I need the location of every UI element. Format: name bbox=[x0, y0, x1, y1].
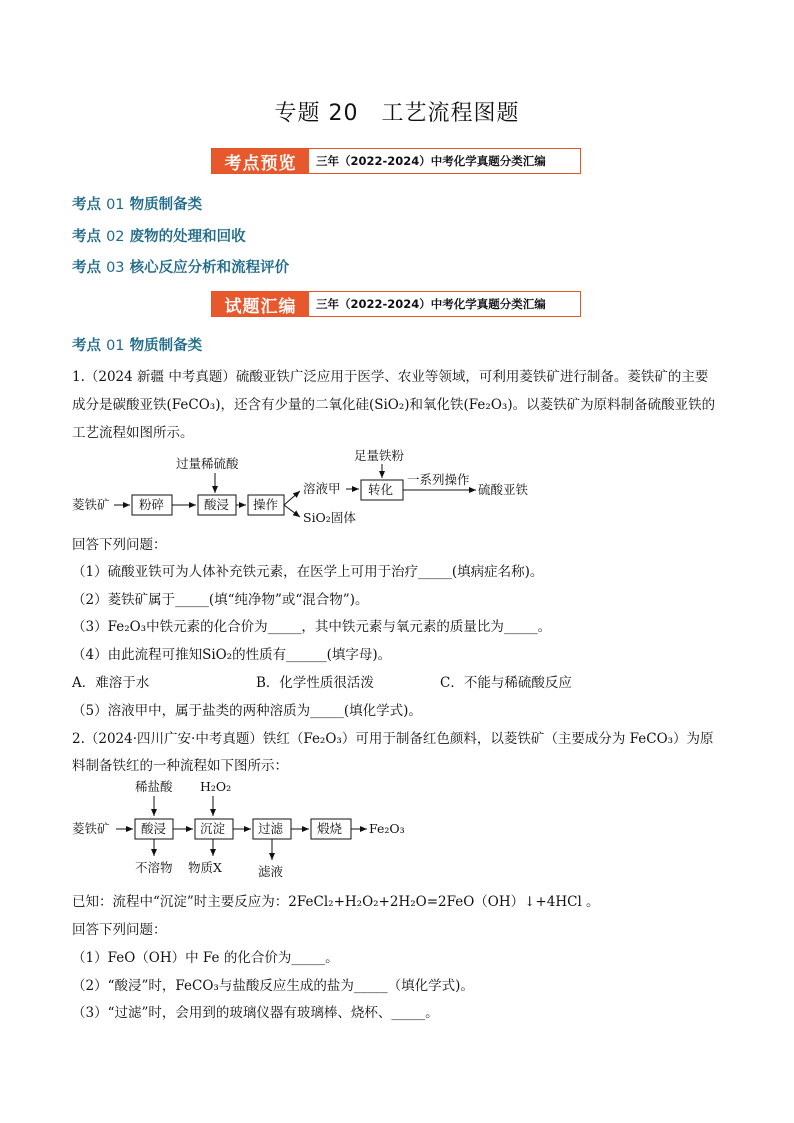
toc-name: 核心反应分析和流程评价 bbox=[129, 260, 290, 276]
q1-stem-line1: 1.（2024 新疆 中考真题）硫酸亚铁广泛应用于医学、农业等领域，可利用菱铁矿进行制备。菱铁矿的主要 bbox=[72, 369, 709, 385]
toc-num: 03 bbox=[106, 260, 125, 276]
q2-stem-line1: 2.（2024·四川广安·中考真题）铁红（Fe₂O₃）可用于制备红色颜料，以菱铁矿（主要成分为 FeCO₃）为原 bbox=[72, 731, 714, 747]
q2-sub3: （3）“过滤”时，会用到的玻璃仪器有玻璃棒、烧杯、_____。 bbox=[72, 1005, 439, 1021]
q2-sub2: （2）“酸浸”时，FeCO₃与盐酸反应生成的盐为_____（填化学式)。 bbox=[72, 978, 474, 994]
banner-subtitle: 三年（2022-2024）中考化学真题分类汇编 bbox=[316, 154, 546, 168]
q2-answer-intro: 回答下列问题： bbox=[72, 922, 167, 938]
q1-option-b[interactable]: B．化学性质很活泼 bbox=[256, 675, 374, 691]
flow-step2: 酸浸 bbox=[204, 497, 230, 512]
flow2-substance-x: 物质X bbox=[188, 860, 222, 875]
banner-tag: 考点预览 bbox=[212, 149, 309, 173]
flow-step4: 转化 bbox=[368, 482, 394, 497]
toc-name: 废物的处理和回收 bbox=[129, 229, 246, 245]
flow-step3: 操作 bbox=[253, 497, 279, 512]
toc-prefix: 考点 bbox=[72, 229, 101, 245]
q1-stem-line2: 成分是碳酸亚铁(FeCO₃)，还含有少量的二氧化硅(SiO₂)和氧化铁(Fe₂O₃)。以菱铁矿为原料制备硫酸亚铁的 bbox=[72, 397, 716, 413]
toc-item-1[interactable] bbox=[72, 193, 202, 214]
flow2-h2o2-input: H₂O₂ bbox=[200, 779, 232, 794]
q1-option-c[interactable]: C．不能与稀硫酸反应 bbox=[440, 675, 572, 691]
section-prefix: 考点 bbox=[72, 338, 101, 354]
flow-step1: 粉碎 bbox=[139, 497, 165, 512]
section-name: 物质制备类 bbox=[129, 338, 203, 354]
q1-flow-diagram bbox=[72, 446, 592, 530]
questions-banner bbox=[211, 291, 581, 317]
q2-stem-line2: 料制备铁红的一种流程如下图所示： bbox=[72, 758, 288, 774]
toc-item-2[interactable] bbox=[72, 225, 246, 246]
section-num: 01 bbox=[106, 338, 125, 354]
q1-sub2: （2）菱铁矿属于_____(填“纯净物”或“混合物”)。 bbox=[72, 592, 369, 608]
toc-prefix: 考点 bbox=[72, 260, 101, 276]
q2-flow-diagram bbox=[72, 776, 432, 884]
toc-prefix: 考点 bbox=[72, 197, 101, 213]
toc-name: 物质制备类 bbox=[129, 197, 203, 213]
q1-answer-intro: 回答下列问题： bbox=[72, 537, 167, 553]
page-title: 专题 20 工艺流程图题 bbox=[274, 101, 520, 126]
q1-sub4: （4）由此流程可推知SiO₂的性质有______(填字母)。 bbox=[72, 647, 392, 663]
q1-sub5: （5）溶液甲中，属于盐类的两种溶质为_____(填化学式)。 bbox=[72, 703, 422, 719]
flow-acid-input: 过量稀硫酸 bbox=[176, 456, 239, 471]
banner-tag: 试题汇编 bbox=[212, 292, 309, 316]
flow2-step3: 过滤 bbox=[258, 821, 284, 836]
flow2-step4: 煅烧 bbox=[317, 821, 343, 836]
flow2-step1: 酸浸 bbox=[141, 821, 167, 836]
flow-arrow-label: 一系列操作 bbox=[407, 472, 470, 487]
q2-known-reaction: 已知：流程中“沉淀”时主要反应为：2FeCl₂+H₂O₂+2H₂O=2FeO（OH）↓+4HCl 。 bbox=[72, 894, 600, 910]
flow-end: 硫酸亚铁 bbox=[478, 482, 529, 497]
flow-solution-a: 溶液甲 bbox=[303, 481, 341, 496]
q1-sub1: （1）硫酸亚铁可为人体补充铁元素，在医学上可用于治疗_____(填病症名称)。 bbox=[72, 564, 544, 580]
q1-sub3: （3）Fe₂O₃中铁元素的化合价为_____，其中铁元素与氧元素的质量比为_____。 bbox=[72, 619, 552, 635]
section-heading bbox=[72, 334, 202, 355]
banner-subtitle: 三年（2022-2024）中考化学真题分类汇编 bbox=[316, 297, 546, 311]
flow-iron-input: 足量铁粉 bbox=[354, 448, 405, 463]
flow-sio2-solid: SiO₂固体 bbox=[303, 510, 356, 525]
flow2-start: 菱铁矿 bbox=[72, 821, 110, 836]
flow2-filtrate: 滤液 bbox=[258, 864, 284, 879]
preview-banner bbox=[211, 148, 581, 174]
q1-stem-line3: 工艺流程如图所示。 bbox=[72, 425, 194, 441]
toc-num: 02 bbox=[106, 229, 125, 245]
q1-option-a[interactable]: A．难溶于水 bbox=[72, 675, 150, 691]
flow2-acid-input: 稀盐酸 bbox=[135, 779, 173, 794]
flow2-end: Fe₂O₃ bbox=[369, 821, 405, 836]
flow2-insoluble: 不溶物 bbox=[135, 860, 173, 875]
toc-num: 01 bbox=[106, 197, 125, 213]
toc-item-3[interactable] bbox=[72, 256, 289, 277]
flow2-step2: 沉淀 bbox=[200, 821, 226, 836]
q2-sub1: （1）FeO（OH）中 Fe 的化合价为_____。 bbox=[72, 950, 339, 966]
flow-start: 菱铁矿 bbox=[72, 497, 110, 512]
